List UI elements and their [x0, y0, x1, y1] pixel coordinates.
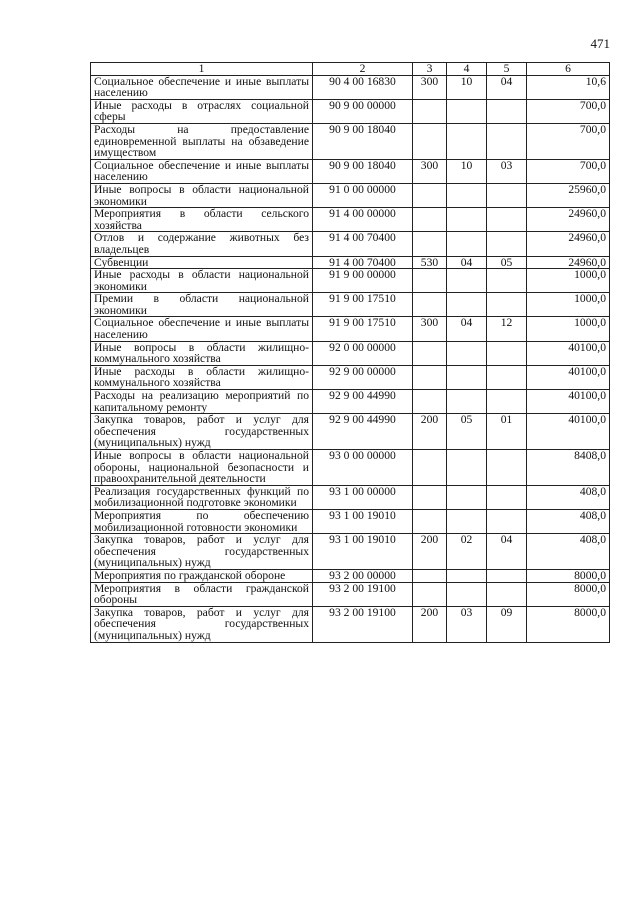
item-name-cell: Закупка товаров, работ и услуг для обеспечения государственных (муниципальных) нужд	[91, 534, 313, 570]
expense-type-cell	[413, 390, 447, 414]
column-header: 6	[527, 63, 610, 76]
item-name-cell: Мероприятия по гражданской обороне	[91, 569, 313, 582]
expense-type-cell: 200	[413, 534, 447, 570]
item-name-cell: Расходы на предоставление единовременной выплаты на обзаведение имуществом	[91, 123, 313, 159]
subsection-cell: 09	[487, 606, 527, 642]
table-body	[91, 75, 610, 642]
section-cell: 10	[447, 75, 487, 99]
target-code-cell: 90 9 00 00000	[313, 99, 413, 123]
amount-cell: 24960,0	[527, 256, 610, 269]
amount-cell: 1000,0	[527, 293, 610, 317]
amount-cell: 1000,0	[527, 269, 610, 293]
target-code-cell: 93 2 00 19100	[313, 582, 413, 606]
target-code-cell: 91 0 00 00000	[313, 183, 413, 207]
section-cell: 04	[447, 317, 487, 341]
table-row	[91, 256, 610, 269]
item-name-cell: Иные вопросы в области жилищно-коммунального хозяйства	[91, 341, 313, 365]
section-cell	[447, 269, 487, 293]
subsection-cell	[487, 183, 527, 207]
amount-cell: 408,0	[527, 509, 610, 533]
table-row	[91, 99, 610, 123]
section-cell	[447, 569, 487, 582]
expense-type-cell: 200	[413, 414, 447, 450]
section-cell	[447, 509, 487, 533]
section-cell: 04	[447, 256, 487, 269]
amount-cell: 40100,0	[527, 390, 610, 414]
target-code-cell: 90 9 00 18040	[313, 123, 413, 159]
table-row	[91, 159, 610, 183]
table-row	[91, 606, 610, 642]
target-code-cell: 90 4 00 16830	[313, 75, 413, 99]
table-row	[91, 582, 610, 606]
target-code-cell: 93 2 00 00000	[313, 569, 413, 582]
section-cell: 10	[447, 159, 487, 183]
expense-type-cell	[413, 183, 447, 207]
subsection-cell	[487, 208, 527, 232]
item-name-cell: Закупка товаров, работ и услуг для обеспечения государственных (муниципальных) нужд	[91, 414, 313, 450]
section-cell	[447, 365, 487, 389]
section-cell	[447, 485, 487, 509]
target-code-cell: 91 9 00 17510	[313, 317, 413, 341]
item-name-cell: Иные расходы в области национальной экономики	[91, 269, 313, 293]
page-number: 471	[590, 36, 610, 51]
expense-type-cell	[413, 582, 447, 606]
target-code-cell: 92 9 00 44990	[313, 390, 413, 414]
item-name-cell: Расходы на реализацию мероприятий по капитальному ремонту	[91, 390, 313, 414]
section-cell	[447, 293, 487, 317]
amount-cell: 40100,0	[527, 414, 610, 450]
item-name-cell: Мероприятия в области гражданской обороны	[91, 582, 313, 606]
amount-cell: 8000,0	[527, 569, 610, 582]
column-header: 2	[313, 63, 413, 76]
amount-cell: 408,0	[527, 534, 610, 570]
section-cell	[447, 232, 487, 256]
column-header: 4	[447, 63, 487, 76]
section-cell	[447, 99, 487, 123]
amount-cell: 10,6	[527, 75, 610, 99]
item-name-cell: Отлов и содержание животных без владельцев	[91, 232, 313, 256]
table-row	[91, 317, 610, 341]
expense-type-cell	[413, 450, 447, 486]
item-name-cell: Иные расходы в отраслях социальной сферы	[91, 99, 313, 123]
amount-cell: 8000,0	[527, 582, 610, 606]
header-row	[91, 63, 610, 76]
table-row	[91, 365, 610, 389]
subsection-cell: 05	[487, 256, 527, 269]
table-row	[91, 414, 610, 450]
target-code-cell: 93 2 00 19100	[313, 606, 413, 642]
target-code-cell: 93 1 00 00000	[313, 485, 413, 509]
subsection-cell	[487, 99, 527, 123]
amount-cell: 700,0	[527, 159, 610, 183]
expense-type-cell	[413, 208, 447, 232]
section-cell: 02	[447, 534, 487, 570]
target-code-cell: 91 9 00 17510	[313, 293, 413, 317]
column-header: 3	[413, 63, 447, 76]
item-name-cell: Социальное обеспечение и иные выплаты населению	[91, 159, 313, 183]
table-row	[91, 75, 610, 99]
expense-type-cell: 300	[413, 159, 447, 183]
item-name-cell: Иные вопросы в области национальной экономики	[91, 183, 313, 207]
table-row	[91, 450, 610, 486]
subsection-cell: 04	[487, 75, 527, 99]
amount-cell: 24960,0	[527, 232, 610, 256]
subsection-cell: 01	[487, 414, 527, 450]
expense-type-cell	[413, 365, 447, 389]
expense-type-cell	[413, 269, 447, 293]
subsection-cell	[487, 390, 527, 414]
table-row	[91, 569, 610, 582]
amount-cell: 408,0	[527, 485, 610, 509]
budget-table	[90, 62, 610, 643]
section-cell	[447, 341, 487, 365]
table-row	[91, 534, 610, 570]
table-row	[91, 293, 610, 317]
section-cell	[447, 450, 487, 486]
item-name-cell: Субвенции	[91, 256, 313, 269]
amount-cell: 700,0	[527, 123, 610, 159]
expense-type-cell	[413, 509, 447, 533]
section-cell	[447, 582, 487, 606]
subsection-cell	[487, 582, 527, 606]
subsection-cell: 04	[487, 534, 527, 570]
section-cell: 05	[447, 414, 487, 450]
item-name-cell: Закупка товаров, работ и услуг для обеспечения государственных (муниципальных) нужд	[91, 606, 313, 642]
amount-cell: 8000,0	[527, 606, 610, 642]
expense-type-cell	[413, 123, 447, 159]
table-row	[91, 509, 610, 533]
expense-type-cell: 530	[413, 256, 447, 269]
expense-type-cell	[413, 293, 447, 317]
table-row	[91, 485, 610, 509]
section-cell	[447, 183, 487, 207]
expense-type-cell: 200	[413, 606, 447, 642]
table-row	[91, 232, 610, 256]
target-code-cell: 91 9 00 00000	[313, 269, 413, 293]
table-row	[91, 269, 610, 293]
expense-type-cell	[413, 232, 447, 256]
subsection-cell	[487, 269, 527, 293]
target-code-cell: 93 1 00 19010	[313, 509, 413, 533]
target-code-cell: 92 0 00 00000	[313, 341, 413, 365]
target-code-cell: 91 4 00 00000	[313, 208, 413, 232]
subsection-cell	[487, 293, 527, 317]
expense-type-cell: 300	[413, 317, 447, 341]
item-name-cell: Иные вопросы в области национальной обороны, национальной безопасности и правоохранительной деятельности	[91, 450, 313, 486]
target-code-cell: 91 4 00 70400	[313, 256, 413, 269]
amount-cell: 40100,0	[527, 341, 610, 365]
expense-type-cell: 300	[413, 75, 447, 99]
item-name-cell: Реализация государственных функций по мобилизационной подготовке экономики	[91, 485, 313, 509]
target-code-cell: 92 9 00 00000	[313, 365, 413, 389]
section-cell	[447, 208, 487, 232]
expense-type-cell	[413, 569, 447, 582]
subsection-cell	[487, 232, 527, 256]
item-name-cell: Социальное обеспечение и иные выплаты населению	[91, 75, 313, 99]
column-header: 1	[91, 63, 313, 76]
table-row	[91, 208, 610, 232]
expense-type-cell	[413, 341, 447, 365]
amount-cell: 40100,0	[527, 365, 610, 389]
subsection-cell	[487, 365, 527, 389]
target-code-cell: 91 4 00 70400	[313, 232, 413, 256]
subsection-cell	[487, 569, 527, 582]
target-code-cell: 93 1 00 19010	[313, 534, 413, 570]
target-code-cell: 93 0 00 00000	[313, 450, 413, 486]
subsection-cell	[487, 123, 527, 159]
expense-type-cell	[413, 99, 447, 123]
expense-type-cell	[413, 485, 447, 509]
item-name-cell: Мероприятия по обеспечению мобилизационной готовности экономики	[91, 509, 313, 533]
amount-cell: 24960,0	[527, 208, 610, 232]
table-row	[91, 341, 610, 365]
subsection-cell	[487, 509, 527, 533]
target-code-cell: 92 9 00 44990	[313, 414, 413, 450]
target-code-cell: 90 9 00 18040	[313, 159, 413, 183]
subsection-cell	[487, 450, 527, 486]
section-cell	[447, 390, 487, 414]
section-cell: 03	[447, 606, 487, 642]
amount-cell: 1000,0	[527, 317, 610, 341]
table-row	[91, 123, 610, 159]
table-row	[91, 183, 610, 207]
item-name-cell: Иные расходы в области жилищно-коммунального хозяйства	[91, 365, 313, 389]
subsection-cell: 03	[487, 159, 527, 183]
item-name-cell: Мероприятия в области сельского хозяйства	[91, 208, 313, 232]
item-name-cell: Социальное обеспечение и иные выплаты населению	[91, 317, 313, 341]
amount-cell: 700,0	[527, 99, 610, 123]
subsection-cell	[487, 341, 527, 365]
subsection-cell: 12	[487, 317, 527, 341]
section-cell	[447, 123, 487, 159]
item-name-cell: Премии в области национальной экономики	[91, 293, 313, 317]
amount-cell: 8408,0	[527, 450, 610, 486]
amount-cell: 25960,0	[527, 183, 610, 207]
table-row	[91, 390, 610, 414]
column-header: 5	[487, 63, 527, 76]
subsection-cell	[487, 485, 527, 509]
